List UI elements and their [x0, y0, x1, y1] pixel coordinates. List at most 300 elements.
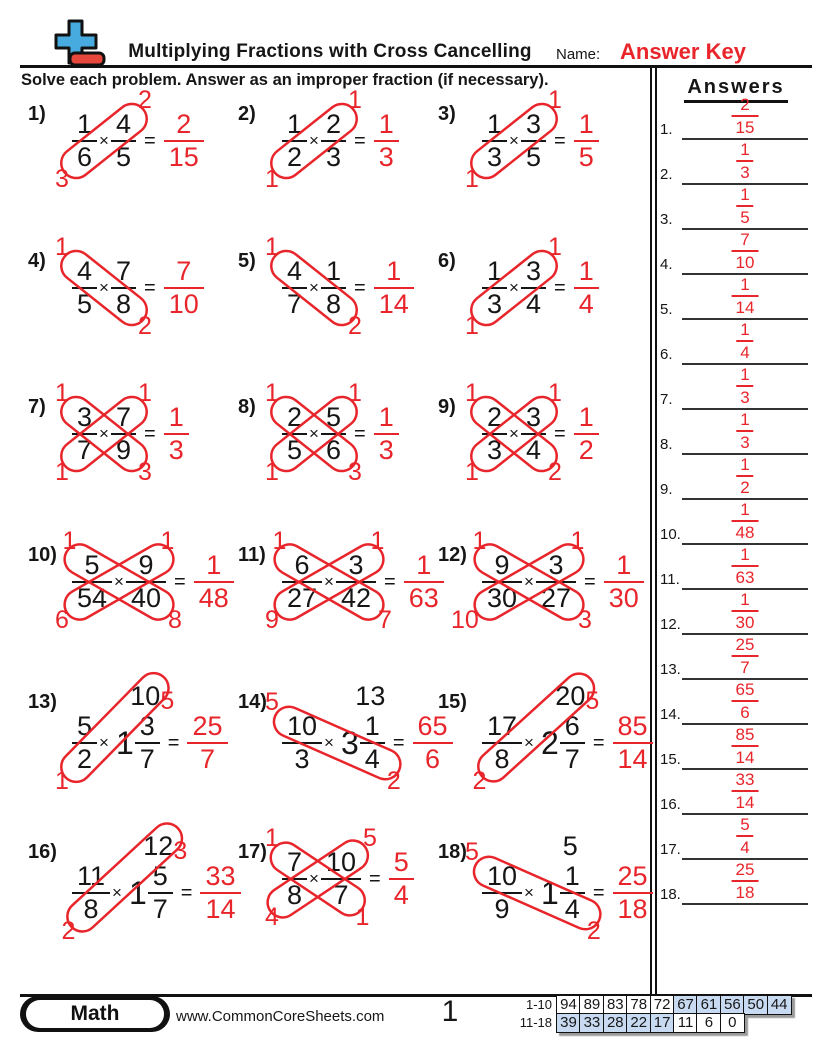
problem-number: 3)	[438, 103, 456, 125]
result-fraction	[574, 258, 599, 318]
denominator: 8	[115, 289, 131, 319]
numerator: 1	[378, 402, 394, 432]
denominator: 5	[578, 142, 594, 172]
numerator: 1	[616, 550, 632, 580]
numerator: 5	[84, 550, 100, 580]
whole-number: 1	[128, 874, 147, 911]
denominator: 4	[564, 894, 580, 924]
numerator: 3	[525, 402, 541, 432]
fraction	[72, 552, 112, 612]
equals-sign: =	[354, 129, 366, 152]
numerator: 1	[325, 256, 341, 286]
answer-number: 9.	[660, 481, 673, 498]
score-cell: 78	[626, 995, 651, 1015]
problem	[28, 86, 243, 213]
result-fraction	[604, 552, 644, 612]
numerator: 5	[325, 402, 341, 432]
cancel-value: 1	[265, 165, 279, 193]
cancel-value: 1	[472, 527, 487, 555]
times-sign: ×	[112, 883, 122, 902]
equation	[482, 111, 599, 171]
whole-number: 1	[115, 724, 134, 761]
result-fraction	[574, 111, 599, 171]
fraction	[482, 713, 522, 773]
fraction	[482, 404, 507, 464]
denominator: 3	[378, 142, 394, 172]
cancel-value: 1	[465, 312, 479, 340]
denominator: 14	[617, 744, 648, 774]
cancel-value: 1	[465, 379, 479, 407]
fraction	[72, 111, 97, 171]
numerator: 4	[287, 256, 303, 286]
fraction	[72, 713, 97, 773]
equals-sign: =	[167, 731, 180, 754]
numerator: 3	[525, 256, 541, 286]
cancel-value: 2	[138, 312, 152, 340]
denominator: 48	[735, 523, 755, 542]
cancel-value: 8	[168, 606, 182, 634]
fraction	[282, 849, 307, 909]
times-sign: ×	[114, 572, 124, 591]
numerator: 3	[548, 550, 564, 580]
problem-number: 17)	[238, 841, 267, 863]
problem-number: 10)	[28, 544, 57, 566]
fraction	[148, 863, 173, 923]
website-link[interactable]: www.CommonCoreSheets.com	[176, 1008, 385, 1025]
fraction	[111, 404, 136, 464]
denominator: 3	[325, 142, 341, 172]
numerator: 1	[740, 545, 750, 564]
denominator: 7	[740, 658, 750, 677]
numerator: 6	[294, 550, 310, 580]
times-sign: ×	[509, 131, 519, 150]
problem	[438, 831, 653, 951]
problem	[28, 527, 243, 654]
numerator: 1	[740, 455, 750, 474]
problem-number: 14)	[238, 691, 267, 713]
worksheet-title: Multiplying Fractions with Cross Cancelling	[128, 41, 532, 62]
denominator: 27	[287, 583, 318, 613]
problem-number: 6)	[438, 250, 456, 272]
denominator: 2	[740, 478, 750, 497]
score-cell: 0	[720, 1013, 745, 1033]
result-fraction	[613, 863, 653, 923]
numerator: 17	[487, 711, 518, 741]
answer-number: 13.	[660, 661, 681, 678]
fraction	[282, 258, 307, 318]
result-fraction	[194, 552, 234, 612]
result-fraction	[389, 849, 414, 909]
answer-number: 1.	[660, 121, 673, 138]
numerator: 1	[578, 109, 594, 139]
problem	[28, 233, 243, 360]
fraction	[72, 258, 97, 318]
numerator: 25	[735, 860, 755, 879]
cancel-value: 1	[265, 379, 279, 407]
numerator: 33	[205, 861, 236, 891]
denominator: 6	[425, 744, 441, 774]
denominator: 3	[740, 388, 750, 407]
cancel-value: 1	[55, 767, 69, 795]
numerator: 7	[115, 256, 131, 286]
times-sign: ×	[324, 572, 334, 591]
numerator: 3	[77, 402, 93, 432]
problem	[238, 527, 453, 654]
numerator: 10	[325, 847, 357, 877]
cancel-value: 2	[472, 767, 487, 795]
result-fraction	[374, 258, 414, 318]
denominator: 3	[378, 435, 394, 465]
denominator: 4	[525, 289, 541, 319]
times-sign: ×	[309, 869, 319, 888]
denominator: 4	[740, 838, 750, 857]
denominator: 5	[740, 208, 750, 227]
times-sign: ×	[524, 883, 534, 902]
problem	[438, 233, 653, 360]
cancel-value: 5	[465, 838, 479, 866]
denominator: 7	[564, 744, 580, 774]
cancel-value: 1	[55, 233, 69, 261]
equation	[282, 849, 414, 909]
cancel-value: 1	[348, 86, 362, 114]
numerator: 1	[740, 365, 750, 384]
name-label: Name:	[556, 46, 601, 63]
denominator: 7	[333, 880, 349, 910]
numerator: 9	[138, 550, 154, 580]
equation	[72, 404, 189, 464]
cancel-value: 1	[548, 86, 562, 114]
equation	[482, 258, 599, 318]
numerator: 7	[740, 230, 750, 249]
fraction	[560, 713, 585, 773]
times-sign: ×	[524, 572, 534, 591]
equation	[482, 863, 653, 923]
times-sign: ×	[99, 424, 109, 443]
numerator: 9	[494, 550, 510, 580]
equation	[282, 713, 453, 773]
cancel-value: 1	[265, 458, 279, 486]
answer-number: 7.	[660, 391, 673, 408]
answer-number: 17.	[660, 841, 681, 858]
equals-sign: =	[554, 129, 566, 152]
denominator: 63	[735, 568, 755, 587]
numerator: 1	[740, 140, 750, 159]
cancel-value: 1	[272, 527, 287, 555]
equation	[482, 713, 653, 773]
numerator: 5	[740, 815, 750, 834]
cancel-value: 1	[548, 379, 562, 407]
problem	[28, 379, 243, 506]
denominator: 7	[287, 289, 303, 319]
cancel-value: 1	[55, 379, 69, 407]
equals-sign: =	[592, 731, 605, 754]
numerator: 4	[77, 256, 93, 286]
numerator: 65	[735, 680, 755, 699]
problem	[238, 681, 453, 801]
problem-number: 1)	[28, 103, 46, 125]
problem-number: 11)	[238, 544, 266, 566]
denominator: 30	[735, 613, 755, 632]
cancel-value: 1	[160, 527, 175, 555]
problem-number: 2)	[238, 103, 256, 125]
numerator: 1	[740, 320, 750, 339]
denominator: 4	[525, 435, 541, 465]
answer-number: 12.	[660, 616, 681, 633]
denominator: 63	[408, 583, 439, 613]
denominator: 15	[168, 142, 199, 172]
numerator: 2	[287, 402, 303, 432]
cancel-value: 3	[348, 458, 362, 486]
converted-numerator: 5	[562, 831, 578, 861]
times-sign: ×	[99, 131, 109, 150]
score-cell: 89	[579, 995, 604, 1015]
cancel-value: 1	[548, 233, 562, 261]
cancel-value: 1	[265, 824, 279, 852]
result-fraction	[374, 404, 399, 464]
numerator: 1	[77, 109, 93, 139]
problem	[438, 527, 653, 654]
score-cell: 33	[579, 1013, 604, 1033]
denominator: 2	[77, 744, 93, 774]
denominator: 4	[578, 289, 594, 319]
score-cell: 44	[767, 995, 792, 1015]
denominator: 10	[168, 289, 199, 319]
score-cell: 83	[603, 995, 628, 1015]
score-table	[506, 995, 792, 1033]
numerator: 1	[487, 256, 503, 286]
denominator: 9	[494, 894, 510, 924]
denominator: 9	[115, 435, 131, 465]
numerator: 1	[564, 861, 580, 891]
problem-number: 7)	[28, 396, 46, 418]
denominator: 3	[294, 744, 310, 774]
result-fraction	[164, 404, 189, 464]
denominator: 18	[617, 894, 648, 924]
score-cells	[556, 995, 792, 1015]
denominator: 6	[740, 703, 750, 722]
problem-number: 12)	[438, 544, 467, 566]
numerator: 33	[735, 770, 755, 789]
converted-numerator: 10	[130, 681, 161, 711]
score-row	[506, 995, 792, 1015]
cancel-value: 5	[585, 687, 600, 715]
numerator: 1	[578, 402, 594, 432]
fraction	[321, 849, 361, 909]
cancel-value: 2	[548, 458, 562, 486]
cancel-value: 4	[265, 903, 279, 931]
score-cell: 72	[650, 995, 675, 1015]
converted-numerator: 20	[555, 681, 586, 711]
equation	[282, 552, 444, 612]
denominator: 8	[494, 744, 510, 774]
cancel-value: 1	[62, 527, 77, 555]
numerator: 25	[735, 635, 755, 654]
denominator: 4	[740, 343, 750, 362]
problem	[238, 233, 453, 360]
denominator: 8	[83, 894, 99, 924]
subject-badge	[20, 996, 170, 1032]
numerator: 1	[740, 590, 750, 609]
equals-sign: =	[584, 570, 596, 593]
cancel-value: 3	[173, 837, 188, 865]
denominator: 2	[578, 435, 594, 465]
numerator: 7	[176, 256, 192, 286]
cancel-value: 1	[348, 379, 362, 407]
denominator: 4	[364, 744, 380, 774]
fraction	[360, 713, 385, 773]
numerator: 1	[416, 550, 432, 580]
cancel-value: 2	[348, 312, 362, 340]
numerator: 3	[139, 711, 155, 741]
answer-number: 11.	[660, 571, 680, 588]
numerator: 7	[287, 847, 303, 877]
denominator: 5	[77, 289, 93, 319]
denominator: 14	[735, 793, 755, 812]
equation	[282, 258, 414, 318]
numerator: 85	[617, 711, 648, 741]
score-cell: 61	[696, 995, 721, 1015]
denominator: 6	[77, 142, 93, 172]
denominator: 42	[340, 583, 372, 613]
answer-number: 6.	[660, 346, 673, 363]
problem	[238, 824, 453, 951]
fraction	[135, 713, 160, 773]
result-fraction	[200, 863, 240, 923]
numerator: 85	[735, 725, 755, 744]
equals-sign: =	[554, 276, 566, 299]
denominator: 3	[740, 163, 750, 182]
numerator: 1	[578, 256, 594, 286]
problem-number: 18)	[438, 841, 467, 863]
cancel-value: 5	[160, 687, 175, 715]
result-fraction	[374, 111, 399, 171]
problem	[28, 681, 243, 801]
score-cell: 67	[673, 995, 698, 1015]
fraction	[482, 552, 522, 612]
numerator: 2	[487, 402, 503, 432]
score-row	[506, 1013, 792, 1033]
denominator: 7	[199, 744, 216, 774]
problem-number: 16)	[28, 841, 57, 863]
fraction	[321, 258, 346, 318]
score-cell: 94	[556, 995, 581, 1015]
numerator: 11	[77, 861, 106, 891]
cancel-value: 2	[138, 86, 152, 114]
fraction	[72, 404, 97, 464]
problem-number: 13)	[28, 691, 57, 713]
times-sign: ×	[309, 131, 319, 150]
fraction	[521, 111, 546, 171]
cancel-value: 1	[265, 233, 279, 261]
numerator: 1	[740, 185, 750, 204]
equals-sign: =	[354, 422, 366, 445]
problem-number: 5)	[238, 250, 256, 272]
denominator: 14	[735, 298, 755, 317]
equals-sign: =	[384, 570, 396, 593]
answer-number: 2.	[660, 166, 673, 183]
whole-number: 1	[540, 874, 559, 911]
numerator: 10	[287, 711, 318, 741]
denominator: 48	[198, 583, 229, 613]
numerator: 4	[115, 109, 131, 139]
answer-number: 4.	[660, 256, 673, 273]
fraction	[321, 111, 346, 171]
answer-number: 14.	[660, 706, 681, 723]
problem	[438, 681, 653, 801]
fraction	[72, 863, 110, 923]
converted-numerator: 13	[355, 681, 386, 711]
equation	[72, 552, 234, 612]
equation	[282, 404, 399, 464]
cancel-value: 6	[55, 606, 69, 634]
times-sign: ×	[99, 733, 109, 752]
score-cell: 28	[603, 1013, 628, 1033]
score-cell: 39	[556, 1013, 581, 1033]
numerator: 7	[115, 402, 131, 432]
result-fraction	[574, 404, 599, 464]
denominator: 30	[608, 583, 639, 613]
instructions: Solve each problem. Answer as an improper fraction (if necessary).	[21, 71, 549, 89]
fraction	[560, 863, 585, 923]
score-cell: 17	[650, 1013, 675, 1033]
cancel-value: 1	[138, 379, 152, 407]
times-sign: ×	[509, 424, 519, 443]
times-sign: ×	[309, 424, 319, 443]
denominator: 2	[287, 142, 303, 172]
whole-number: 2	[540, 724, 559, 761]
answer-number: 8.	[660, 436, 673, 453]
answer-number: 15.	[660, 751, 681, 768]
cancel-value: 2	[386, 767, 401, 795]
problem	[438, 379, 653, 506]
cancel-value: 5	[265, 688, 279, 716]
equals-sign: =	[354, 276, 366, 299]
score-range-label: 1-10	[525, 997, 552, 1012]
problem	[238, 86, 453, 213]
score-cell: 50	[743, 995, 768, 1015]
denominator: 3	[487, 435, 503, 465]
denominator: 3	[740, 433, 750, 452]
times-sign: ×	[309, 278, 319, 297]
numerator: 2	[740, 95, 750, 114]
answer-number: 5.	[660, 301, 673, 318]
numerator: 1	[364, 711, 380, 741]
cancel-value: 1	[465, 165, 479, 193]
equals-sign: =	[592, 881, 605, 904]
numerator: 1	[378, 109, 394, 139]
fraction	[336, 552, 376, 612]
denominator: 18	[735, 883, 755, 902]
cancel-value: 7	[378, 606, 392, 634]
score-cell: 22	[626, 1013, 651, 1033]
numerator: 25	[617, 861, 648, 891]
equation	[482, 552, 644, 612]
result-fraction	[187, 713, 227, 773]
equals-sign: =	[180, 881, 193, 904]
equals-sign: =	[392, 731, 405, 754]
denominator: 14	[205, 894, 236, 924]
answer-number: 3.	[660, 211, 673, 228]
times-sign: ×	[99, 278, 109, 297]
denominator: 3	[487, 142, 503, 172]
numerator: 5	[393, 847, 409, 877]
denominator: 5	[525, 142, 541, 172]
equals-sign: =	[144, 276, 156, 299]
problem-number: 8)	[238, 396, 256, 418]
fraction	[482, 863, 522, 923]
numerator: 6	[564, 711, 580, 741]
cancel-value: 1	[570, 527, 585, 555]
